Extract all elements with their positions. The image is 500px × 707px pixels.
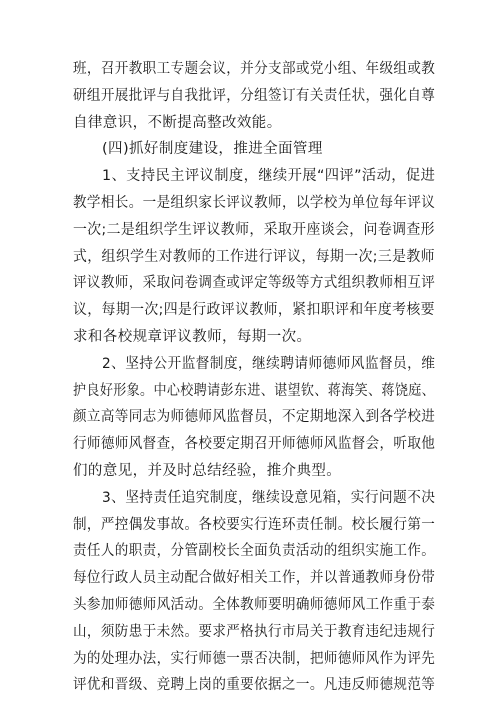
section-heading: (四)抓好制度建设，推进全面管理 bbox=[102, 141, 323, 158]
paragraph-start: 1、支持民主评议制度，继续开展“四评”活动，促进 bbox=[102, 168, 436, 185]
text-line: 班，召开教职工专题会议，并分支部或党小组、年级组或教 bbox=[73, 61, 436, 77]
text-line: 式，组织学生对教师的工作进行评议，每期一次;三是教师 bbox=[73, 248, 435, 265]
paragraph-start: 3、坚持责任追究制度，继续设意见箱，实行问题不决 bbox=[102, 489, 436, 506]
text-line: 每位行政人员主动配合做好相关工作，并以普通教师身份带 bbox=[73, 570, 436, 587]
text-line: 为的处理办法，实行师德一票否决制，把师德师风作为评先 bbox=[73, 650, 436, 667]
text-line: 行师德师风督查，各校要定期召开师德师风监督会，听取他 bbox=[73, 436, 436, 453]
text-line: 们的意见，并及时总结经验，推介典型。 bbox=[73, 463, 342, 479]
paragraph-start: 2、坚持公开监督制度，继续聘请师德师风监督员，维 bbox=[102, 355, 436, 372]
text-line: 护良好形象。中心校聘请彭东进、谌望钦、蒋海笑、蒋饶庭、 bbox=[73, 382, 436, 399]
text-line: 头参加师德师风活动。全体教师要明确师德师风工作重于泰 bbox=[73, 597, 436, 613]
text-line: 研组开展批评与自我批评，分组签订有关责任状，强化自尊 bbox=[73, 87, 436, 104]
text-line: 一次;二是组织学生评议教师，采取开座谈会，问卷调查形 bbox=[73, 221, 435, 238]
text-line: 教学相长。一是组织家长评议教师，以学校为单位每年评议 bbox=[73, 195, 436, 211]
text-line: 自律意识，不断提高整改效能。 bbox=[73, 114, 282, 131]
text-line: 责任人的职责，分管副校长全面负责活动的组织实施工作。 bbox=[73, 543, 436, 560]
text-line: 评议教师，采取问卷调查或评定等级等方式组织教师相互评 bbox=[73, 275, 436, 292]
text-line: 山，须防患于未然。要求严格执行市局关于教育违纪违规行 bbox=[73, 623, 436, 640]
text-line: 评优和晋级、竞聘上岗的重要依据之一。凡违反师德规范等 bbox=[73, 677, 436, 694]
text-line: 颜立高等同志为师德师风监督员，不定期地深入到各学校进 bbox=[73, 409, 436, 426]
text-line: 议，每期一次;四是行政评议教师，紧扣职评和年度考核要 bbox=[73, 302, 435, 319]
text-line: 求和各校规章评议教师，每期一次。 bbox=[73, 329, 312, 345]
text-line: 制，严控偶发事故。各校要实行连环责任制。校长履行第一 bbox=[73, 516, 436, 533]
